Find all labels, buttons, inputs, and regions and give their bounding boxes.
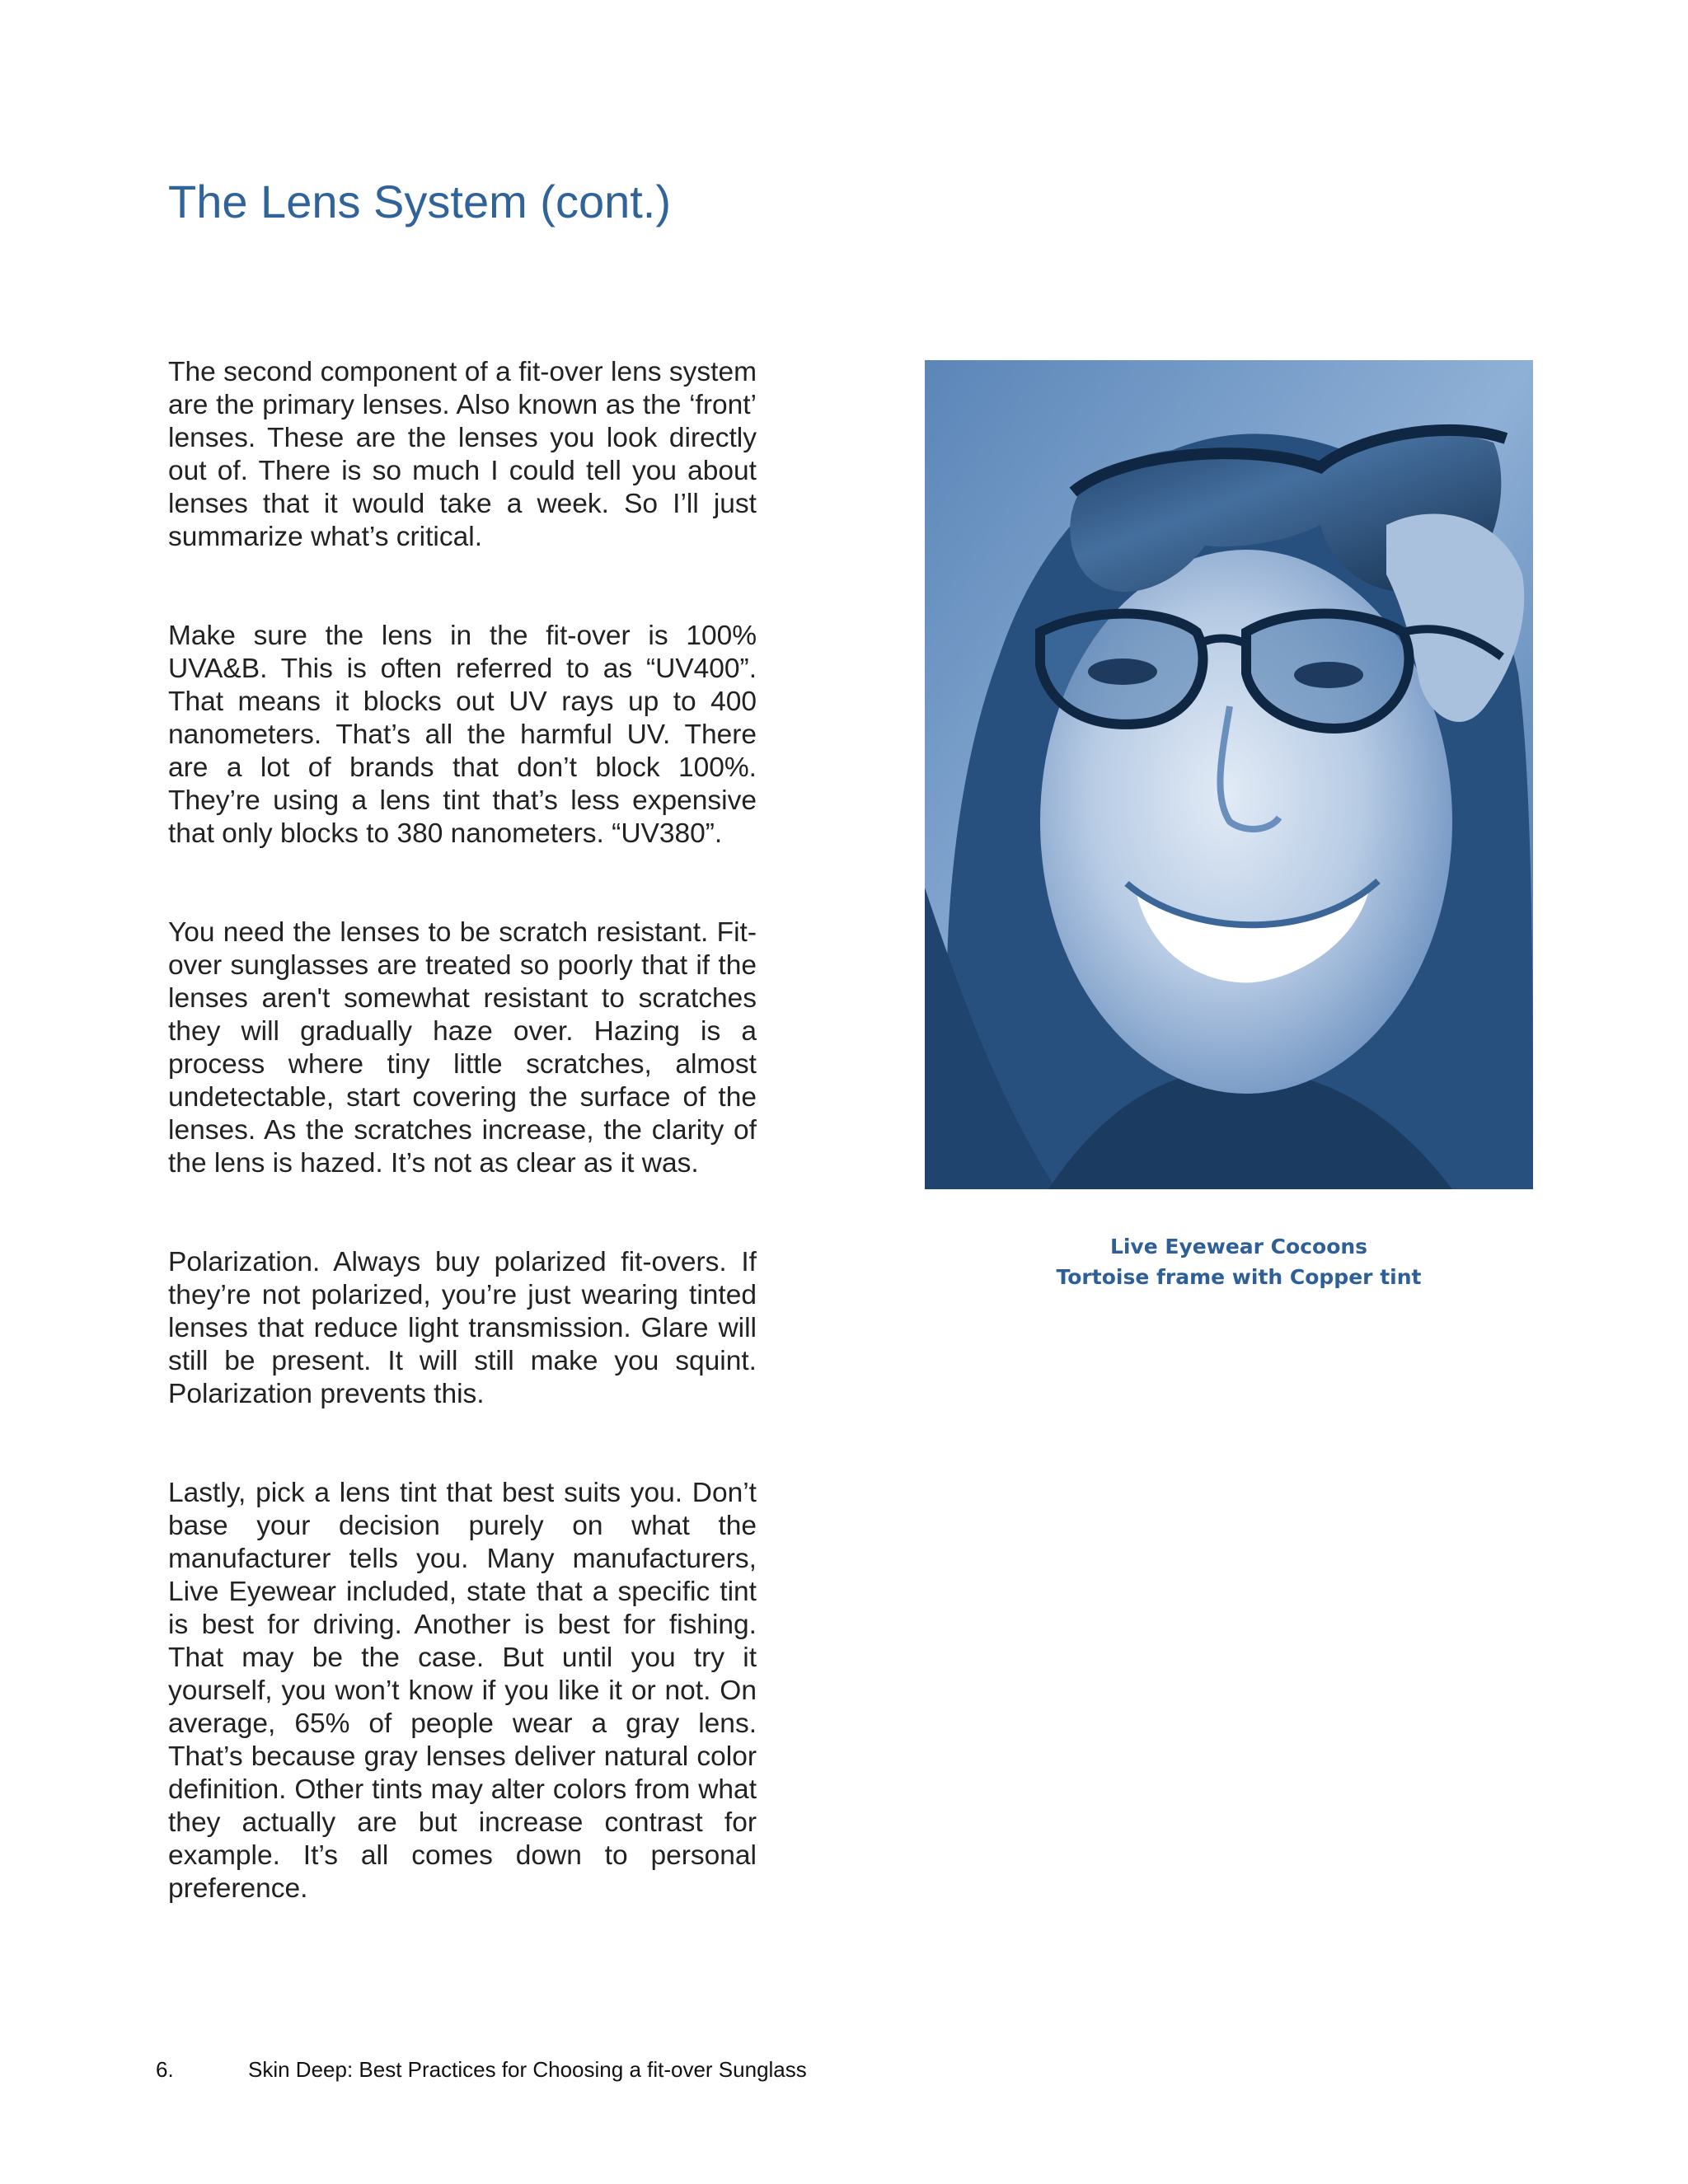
page-number: 6.	[156, 2057, 174, 2082]
paragraph-primary-lenses: The second component of a fit-over lens system are the primary lenses. Also known as the ‘front’ lenses. These are the lenses you look directly out of. There is so much I could tell you about lenses that it would take a week. So I’ll just summarize what’s critical.	[168, 357, 757, 552]
woman-with-fit-over-sunglasses-image	[925, 360, 1533, 1189]
page-footer	[156, 2057, 807, 2083]
page-title: The Lens System (cont.)	[168, 176, 672, 227]
product-photo	[925, 360, 1533, 1189]
paragraph-polarization: Polarization. Always buy polarized fit-overs. If they’re not polarized, you’re just wearing tinted lenses that reduce light transmission. Glare will still be present. It will still make you squint. Polarization prevents this.	[168, 1247, 757, 1409]
paragraph-lens-tint: Lastly, pick a lens tint that best suits you. Don’t base your decision purely on what the manufacturer tells you. Many manufacturers, Live Eyewear included, state that a specific tint is best for driving. Another is best for fishing. That may be the case. But until you try it yourself, you won’t know if you like it or not. On average, 65% of people wear a gray lens. That’s because gray lenses deliver natural color definition. Other tints may alter colors from what they actually are but increase contrast for example. It’s all comes down to personal preference.	[168, 1478, 757, 1904]
book-title: Skin Deep: Best Practices for Choosing a fit-over Sunglass	[248, 2057, 807, 2082]
photo-caption	[925, 1231, 1553, 1292]
paragraph-scratch-resistance: You need the lenses to be scratch resistant. Fit-over sunglasses are treated so poorly that if the lenses aren't somewhat resistant to scratches they will gradually haze over. Hazing is a process where tiny little scratches, almost undetectable, start covering the surface of the lenses. As the scratches increase, the clarity of the lens is hazed. It’s not as clear as it was.	[168, 917, 757, 1179]
caption-product-details: Tortoise frame with Copper tint	[1056, 1265, 1422, 1289]
body-text	[168, 356, 757, 1971]
caption-product-name: Live Eyewear Cocoons	[1109, 1235, 1368, 1258]
paragraph-uv-protection: Make sure the lens in the fit-over is 100% UVA&B. This is often referred to as “UV400”. That means it blocks out UV rays up to 400 nanometers. That’s all the harmful UV. There are a lot of brands that don’t block 100%. They’re using a lens tint that’s less expensive that only blocks to 380 nanometers. “UV380”.	[168, 621, 757, 849]
